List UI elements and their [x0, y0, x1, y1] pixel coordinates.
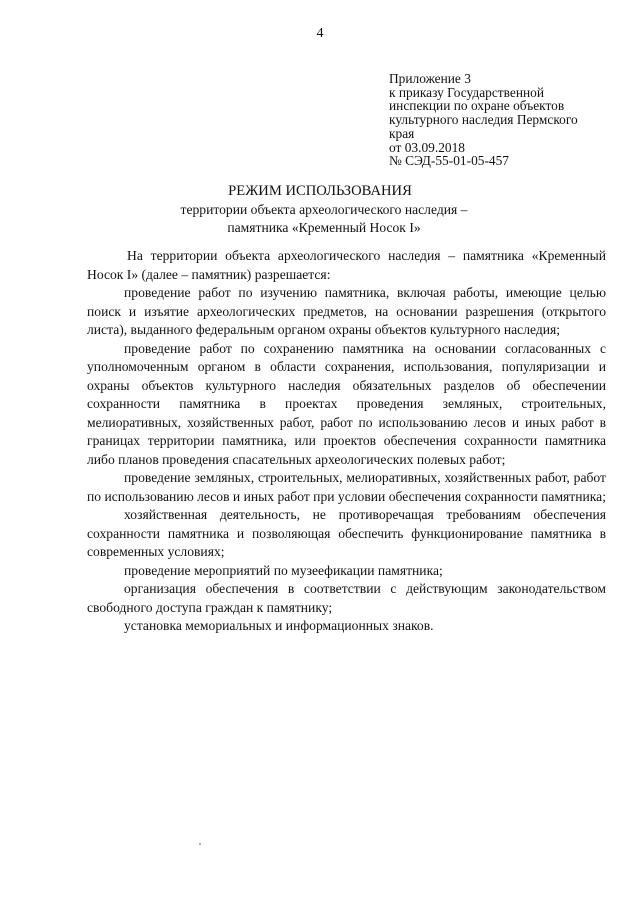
- permitted-item-6: организация обеспечения в соответствии с действующим законодательством свободного доступа граждан к памятнику;: [87, 581, 606, 615]
- permitted-item-3: проведение земляных, строительных, мелиоративных, хозяйственных работ, работ по использованию лесов и иных работ при условии обеспечения сохранности памятника;: [87, 470, 606, 504]
- scan-speck: [199, 843, 201, 845]
- document-title: РЕЖИМ ИСПОЛЬЗОВАНИЯ: [228, 183, 412, 199]
- appendix-line: культурного наследия Пермского: [389, 112, 578, 128]
- document-body: [87, 247, 606, 636]
- permitted-item-4: хозяйственная деятельность, не противоречащая требованиям обеспечения сохранности памятника и позволяющая обеспечить функционирование памятника в современных условиях;: [87, 507, 606, 559]
- document-subtitle-line2: памятника «Кременный Носок I»: [227, 220, 421, 235]
- permitted-item-7: установка мемориальных и информационных знаков.: [124, 618, 434, 633]
- permitted-item-1: проведение работ по изучению памятника, включая работы, имеющие целью поиск и изъятие археологических предметов, на основании разрешения (открытого листа), выданного федеральным органом охраны объектов культурного наследия;: [87, 285, 606, 337]
- appendix-line: Приложение 3: [389, 71, 471, 86]
- appendix-number: № СЭД-55-01-05-457: [389, 153, 509, 169]
- appendix-date: от 03.09.2018: [389, 139, 465, 155]
- appendix-line: края: [389, 125, 415, 141]
- permitted-item-2: проведение работ по сохранению памятника на основании согласованных с уполномоченным органом в области сохранения, использования, популяризации и охраны объектов культурного наследия обязательных разделов об обеспечении сохранности памятника в проектах проведения земляных, строительных, мелиоративных, хозяйственных работ, работ по использованию лесов и иных работ в границах территории памятника, или проектов обеспечения сохранности памятника либо планов проведения спасательных археологических полевых работ;: [87, 340, 606, 467]
- appendix-line: инспекции по охране объектов: [389, 98, 565, 114]
- appendix-line: к приказу Государственной: [389, 84, 545, 100]
- page-number: 4: [316, 26, 324, 41]
- document-subtitle-line1: территории объекта археологического наследия –: [180, 202, 468, 217]
- permitted-item-5: проведение мероприятий по музеефикации памятника;: [124, 562, 443, 578]
- intro-paragraph: На территории объекта археологического наследия – памятника «Кременный Носок I» (далее – памятник) разрешается:: [87, 248, 606, 282]
- appendix-block: [389, 72, 619, 168]
